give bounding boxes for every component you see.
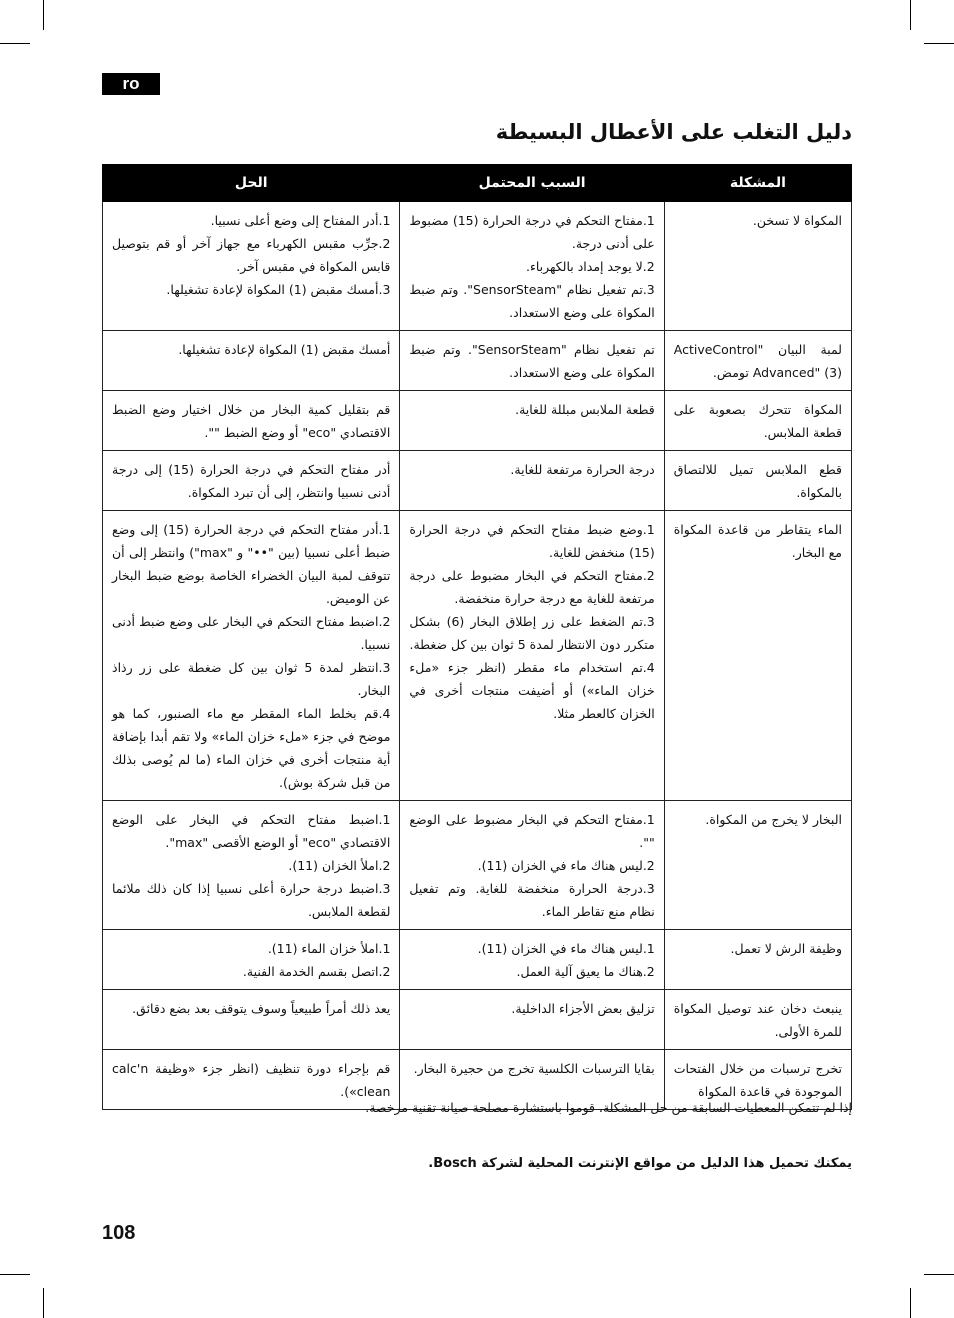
cell-line: 4.قم بخلط الماء المقطر مع ماء الصنبور، كما هو موضح في جزء «ملء خزان الماء» ولا تقم أبدا بإضافة أية منتجات أخرى في خزان الماء (ما لم يُوصى بذلك من قبل شركة بوش). <box>112 706 391 790</box>
table-row <box>103 451 852 511</box>
table-header-row <box>103 165 852 202</box>
language-tag: ro <box>102 73 160 95</box>
cell-line: 1.أدر مفتاح التحكم في درجة الحرارة (15) إلى وضع ضبط أعلى نسبيا (بين "••" و "max") وانتظر إلى أن تتوقف لمبة البيان الخضراء الخاصة بوضع ضبط البخار عن الوميض. <box>112 522 391 606</box>
cell-cause <box>400 451 664 511</box>
troubleshooting-table <box>102 164 852 1110</box>
cell-line: المكواة لا تسخن. <box>752 213 842 228</box>
cell-line: لمبة البيان "ActiveControl Advanced" (3) تومض. <box>673 342 842 380</box>
cell-line: 3.درجة الحرارة منخفضة للغاية. وتم تفعيل نظام منع تقاطر الماء. <box>409 881 655 919</box>
cell-cause <box>400 801 664 930</box>
cell-solution <box>103 930 400 990</box>
cell-line: قم بتقليل كمية البخار من خلال اختيار وضع الضبط الاقتصادي "eco" أو وضع الضبط "". <box>112 402 391 440</box>
cell-line: 2.هناك ما يعيق آلية العمل. <box>516 964 655 979</box>
cell-line: 1.اضبط مفتاح التحكم في البخار على الوضع الاقتصادي "eco" أو الوضع الأقصى "max". <box>112 812 391 850</box>
cell-line: تزليق بعض الأجزاء الداخلية. <box>511 1001 655 1016</box>
cell-solution <box>103 511 400 801</box>
cell-line: بقايا الترسبات الكلسية تخرج من حجيرة البخار. <box>413 1061 655 1076</box>
cell-line: 3.تم تفعيل نظام "SensorSteam". وتم ضبط المكواة على وضع الاستعداد. <box>409 282 655 320</box>
cell-line: تخرج ترسبات من خلال الفتحات الموجودة في قاعدة المكواة <box>673 1061 842 1099</box>
table-row <box>103 391 852 451</box>
cell-line: 3.انتظر لمدة 5 ثوان بين كل ضغطة على زر رذاذ البخار. <box>112 660 391 698</box>
table-body <box>103 202 852 1110</box>
footer-note: إذا لم تتمكن المعطيات السابقة من حل المشكلة، قوموا باستشارة مصلحة صيانة تقنية مرخصة. <box>365 1100 852 1115</box>
cell-line: 4.تم استخدام ماء مقطر (انظر جزء «ملء خزان الماء») أو أضيفت منتجات أخرى في الخزان كالعطر مثلا. <box>409 660 655 721</box>
cell-line: المكواة تتحرك بصعوبة على قطعة الملابس. <box>673 402 842 440</box>
crop-mark <box>924 43 954 44</box>
cell-cause <box>400 202 664 331</box>
crop-mark <box>910 1288 911 1318</box>
cell-line: البخار لا يخرج من المكواة. <box>705 812 842 827</box>
table-row <box>103 202 852 331</box>
cell-problem <box>664 391 851 451</box>
cell-line: 2.اتصل بقسم الخدمة الفنية. <box>242 964 391 979</box>
cell-line: 2.لا يوجد إمداد بالكهرباء. <box>525 259 655 274</box>
cell-line: يعد ذلك أمراً طبيعياً وسوف يتوقف بعد بضع دقائق. <box>132 1001 391 1016</box>
cell-line: قطعة الملابس مبللة للغاية. <box>515 402 655 417</box>
cell-line: أمسك مقبض (1) المكواة لإعادة تشغيلها. <box>178 342 391 357</box>
crop-mark <box>924 1274 954 1275</box>
cell-problem <box>664 331 851 391</box>
cell-line: تم تفعيل نظام "SensorSteam". وتم ضبط المكواة على وضع الاستعداد. <box>409 342 655 380</box>
cell-line: 2.مفتاح التحكم في البخار مضبوط على درجة مرتفعة للغاية مع درجة حرارة منخفضة. <box>409 568 655 606</box>
table-row <box>103 990 852 1050</box>
cell-cause <box>400 511 664 801</box>
cell-line: 1.أدر المفتاح إلى وضع أعلى نسبيا. <box>210 213 391 228</box>
crop-mark <box>43 0 44 30</box>
cell-line: أدر مفتاح التحكم في درجة الحرارة (15) إلى درجة أدنى نسبيا وانتظر، إلى أن تبرد المكواة. <box>112 462 391 500</box>
crop-mark <box>0 1274 30 1275</box>
crop-mark <box>0 43 30 44</box>
cell-problem <box>664 451 851 511</box>
table-row <box>103 511 852 801</box>
cell-line: 2.ليس هناك ماء في الخزان (11). <box>477 858 655 873</box>
cell-solution <box>103 990 400 1050</box>
cell-cause <box>400 391 664 451</box>
header-problem: المشكلة <box>664 165 851 202</box>
crop-mark <box>910 0 911 30</box>
cell-solution <box>103 391 400 451</box>
cell-line: 3.أمسك مقبض (1) المكواة لإعادة تشغيلها. <box>166 282 391 297</box>
cell-line: 1.املأ خزان الماء (11). <box>267 941 391 956</box>
cell-solution <box>103 451 400 511</box>
cell-line: قم بإجراء دورة تنظيف (انظر جزء «وظيفة calc'n clean»). <box>112 1061 391 1099</box>
cell-line: 3.تم الضغط على زر إطلاق البخار (6) بشكل متكرر دون الانتظار لمدة 5 ثوان بين كل ضغطة. <box>409 614 655 652</box>
cell-solution <box>103 202 400 331</box>
cell-line: قطع الملابس تميل للالتصاق بالمكواة. <box>673 462 842 500</box>
table-row <box>103 930 852 990</box>
cell-line: 1.وضع ضبط مفتاح التحكم في درجة الحرارة (15) منخفض للغاية. <box>409 522 655 560</box>
cell-line: 2.اضبط مفتاح التحكم في البخار على وضع ضبط أدنى نسبيا. <box>112 614 391 652</box>
header-cause: السبب المحتمل <box>400 165 664 202</box>
table-row <box>103 801 852 930</box>
page-title: دليل التغلب على الأعطال البسيطة <box>495 120 852 144</box>
footer-bosch-note: يمكنك تحميل هذا الدليل من مواقع الإنترنت المحلية لشركة Bosch. <box>428 1156 852 1171</box>
cell-problem <box>664 511 851 801</box>
cell-solution <box>103 331 400 391</box>
cell-line: وظيفة الرش لا تعمل. <box>730 941 842 956</box>
cell-problem <box>664 930 851 990</box>
cell-cause <box>400 930 664 990</box>
table-row <box>103 331 852 391</box>
cell-line: 2.املأ الخزان (11). <box>288 858 391 873</box>
page-number: 108 <box>102 1222 136 1244</box>
cell-line: 1.مفتاح التحكم في درجة الحرارة (15) مضبوط على أدنى درجة. <box>409 213 655 251</box>
cell-line: ينبعث دخان عند توصيل المكواة للمرة الأولى. <box>673 1001 842 1039</box>
cell-solution <box>103 1050 400 1110</box>
cell-line: 2.جرِّب مقبس الكهرباء مع جهاز آخر أو قم بتوصيل قابس المكواة في مقبس آخر. <box>112 236 391 274</box>
crop-mark <box>43 1288 44 1318</box>
cell-problem <box>664 990 851 1050</box>
header-solution: الحل <box>103 165 400 202</box>
cell-cause <box>400 990 664 1050</box>
cell-cause <box>400 331 664 391</box>
cell-line: 3.اضبط درجة حرارة أعلى نسبيا إذا كان ذلك ملائما لقطعة الملابس. <box>112 881 391 919</box>
cell-line: 1.ليس هناك ماء في الخزان (11). <box>477 941 655 956</box>
cell-solution <box>103 801 400 930</box>
cell-problem <box>664 801 851 930</box>
cell-line: 1.مفتاح التحكم في البخار مضبوط على الوضع "". <box>409 812 655 850</box>
cell-line: درجة الحرارة مرتفعة للغاية. <box>510 462 655 477</box>
cell-line: الماء يتقاطر من قاعدة المكواة مع البخار. <box>673 522 842 560</box>
cell-problem <box>664 202 851 331</box>
